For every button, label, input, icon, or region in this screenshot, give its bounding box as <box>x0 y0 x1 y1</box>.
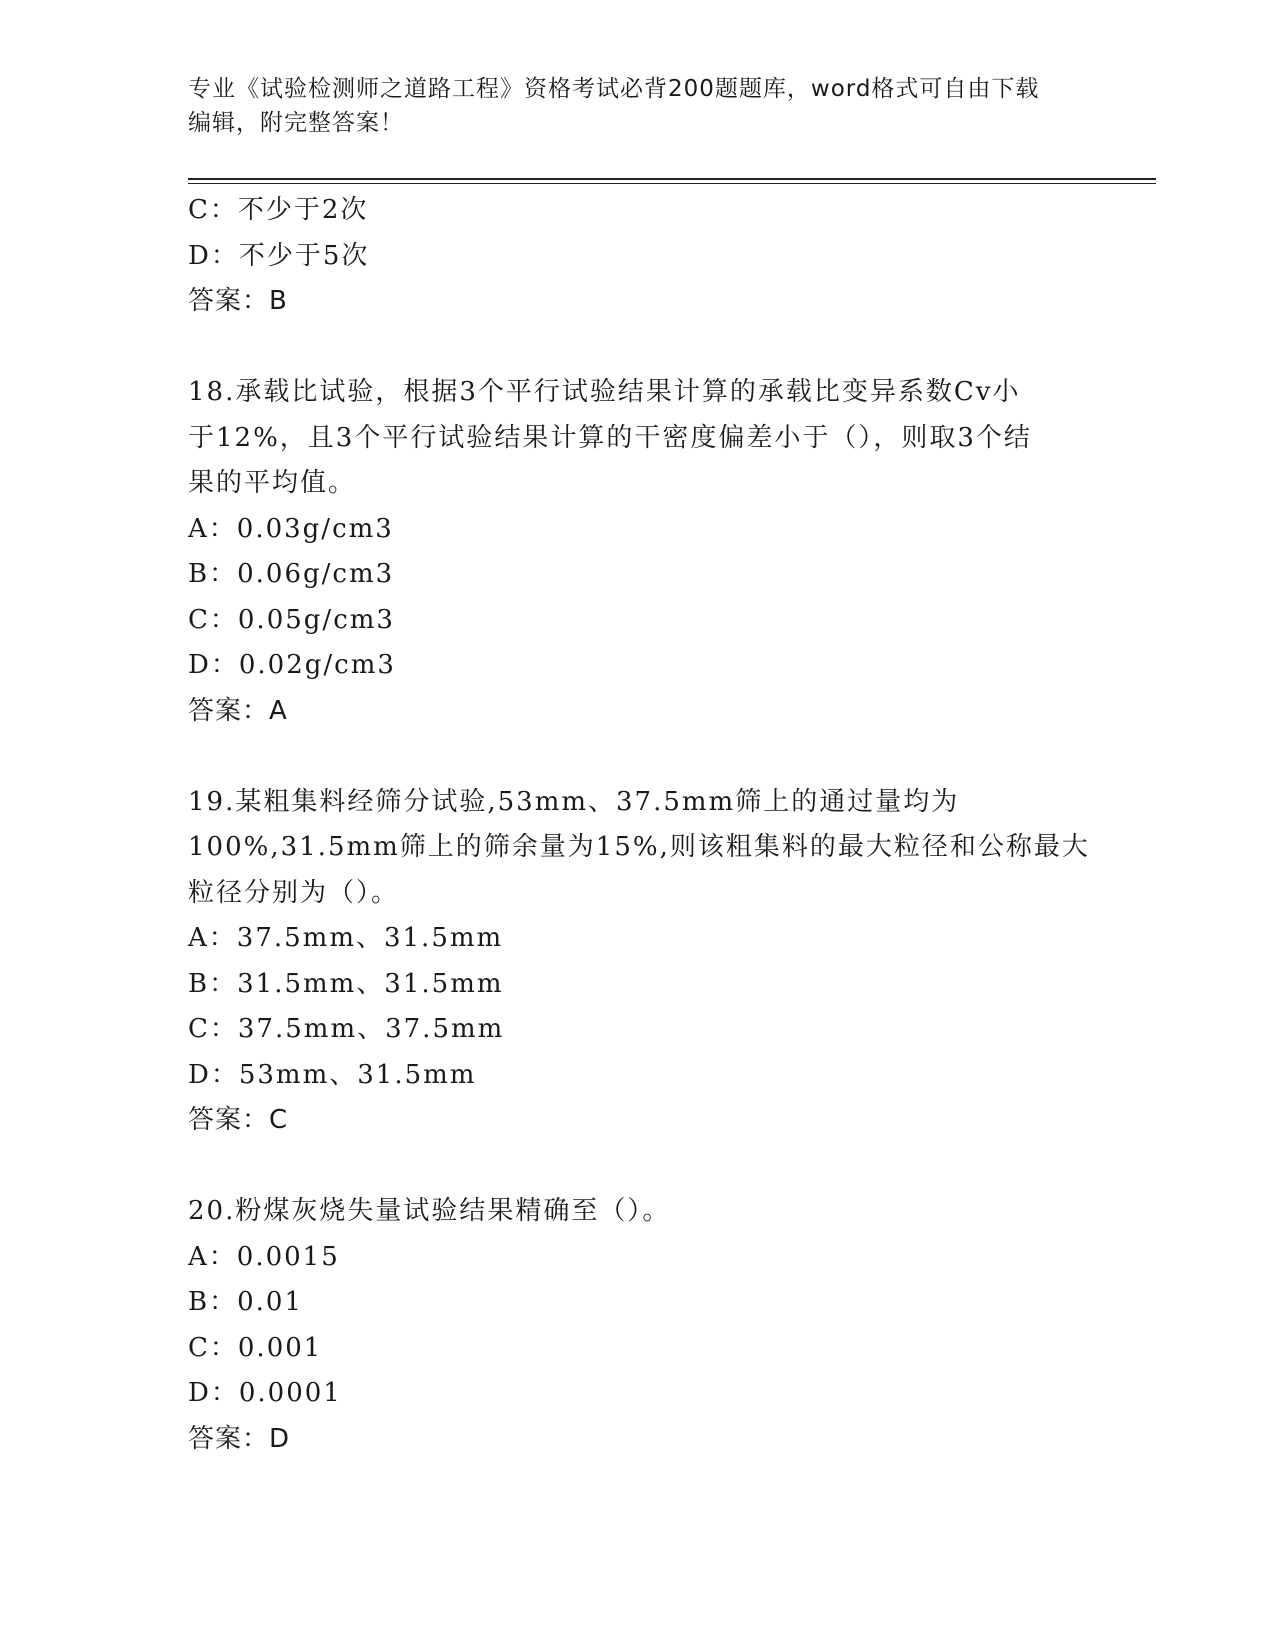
question-19 <box>188 780 1088 1144</box>
question-text-line: 粒径分别为（）。 <box>188 877 400 908</box>
page-header <box>188 72 1088 140</box>
question-list <box>188 188 1088 1462</box>
option-d: D：0.02g/cm3 <box>188 650 396 680</box>
question-text-line: 于12%，且3个平行试验结果计算的干密度偏差小于（），则取3个结 <box>188 422 1032 453</box>
option-d: D：0.0001 <box>188 1378 342 1408</box>
answer: 答案：C <box>188 1105 289 1135</box>
option-c: C：37.5mm、37.5mm <box>188 1014 505 1044</box>
question-text-line: 20.粉煤灰烧失量试验结果精确至（）。 <box>188 1196 671 1226</box>
spacer <box>188 1144 1088 1190</box>
option-d: D：不少于5次 <box>188 240 370 271</box>
question-20 <box>188 1189 1088 1462</box>
question-18 <box>188 370 1088 734</box>
option-c: C：0.05g/cm3 <box>188 604 395 635</box>
option-a: A：0.0015 <box>188 1241 340 1272</box>
question-17-tail <box>188 188 1088 325</box>
option-a: A：37.5mm、31.5mm <box>188 923 504 953</box>
option-b: B：0.06g/cm3 <box>188 559 395 589</box>
option-c: C：0.001 <box>188 1332 323 1363</box>
option-b: B：31.5mm、31.5mm <box>188 968 504 999</box>
question-text-line: 100%,31.5mm筛上的筛余量为15%,则该粗集料的最大粒径和公称最大 <box>188 832 1090 862</box>
header-divider-thin <box>188 183 1156 184</box>
question-text-line: 果的平均值。 <box>188 468 357 498</box>
option-a: A：0.03g/cm3 <box>188 513 394 544</box>
question-text-line: 19.某粗集料经筛分试验,53mm、37.5mm筛上的通过量均为 <box>188 786 960 817</box>
option-b: B：0.01 <box>188 1287 303 1317</box>
answer: 答案：D <box>188 1423 291 1454</box>
answer: 答案：B <box>188 286 288 316</box>
header-line-1: 专业《试验检测师之道路工程》资格考试必背200题题库，word格式可自由下载 <box>188 76 1040 102</box>
answer: 答案：A <box>188 695 288 726</box>
spacer <box>188 325 1088 371</box>
option-d: D：53mm、31.5mm <box>188 1059 477 1090</box>
spacer <box>188 734 1088 780</box>
header-line-2: 编辑，附完整答案！ <box>188 110 404 136</box>
header-divider-thick <box>188 178 1156 180</box>
question-text-line: 18.承载比试验，根据3个平行试验结果计算的承载比变异系数Cv小 <box>188 377 1021 407</box>
option-c: C：不少于2次 <box>188 195 369 225</box>
